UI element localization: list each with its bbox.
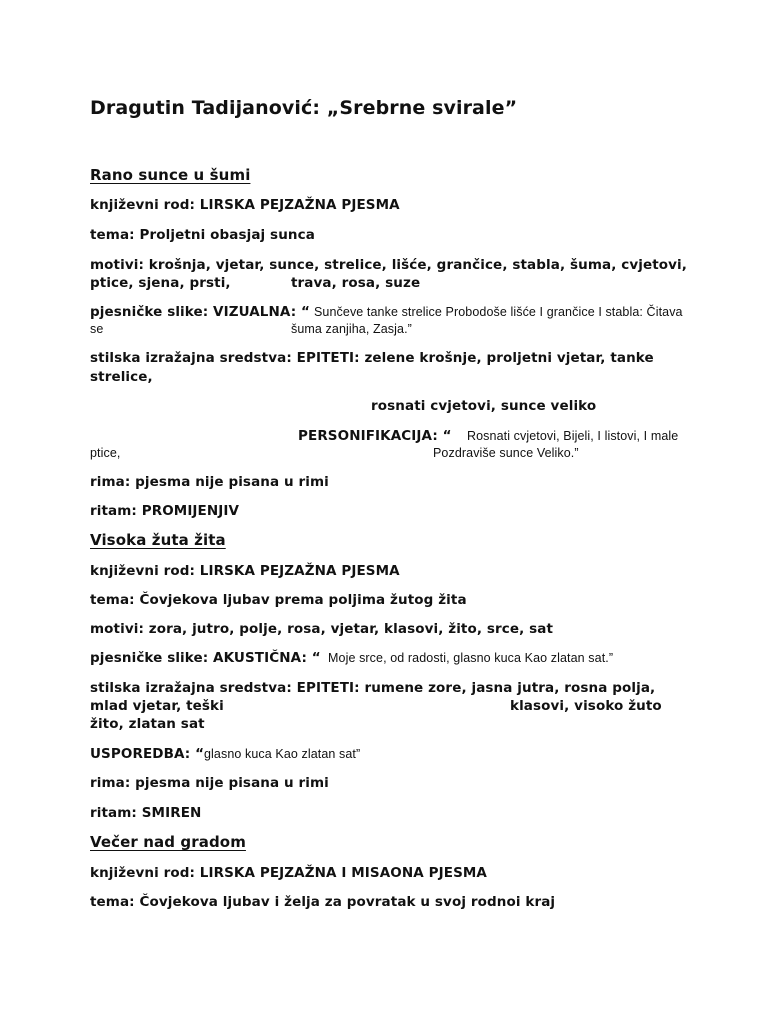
section3-tema: tema: Čovjekova ljubav i želja za povratak u svoj rodnoi kraj bbox=[90, 894, 556, 910]
section2-stilska-line2a: mlad vjetar, teški bbox=[90, 698, 224, 714]
document-title: Dragutin Tadijanović: „Srebrne svirale” bbox=[90, 97, 518, 119]
section1-pjesnicke-slike-se: se bbox=[90, 322, 104, 336]
section1-knjizevni-rod: književni rod: LIRSKA PEJZAŽNA PJESMA bbox=[90, 197, 400, 213]
section1-motivi-line2a: ptice, sjena, prsti, bbox=[90, 275, 231, 291]
section2-rima: rima: pjesma nije pisana u rimi bbox=[90, 775, 329, 791]
section2-ritam: ritam: SMIREN bbox=[90, 805, 202, 821]
section2-stilska-line1: stilska izražajna sredstva: EPITETI: rumene zore, jasna jutra, rosna polja, bbox=[90, 680, 656, 696]
section2-usporedba-quote: glasno kuca Kao zlatan sat” bbox=[204, 747, 361, 761]
section1-personifikacija-label: PERSONIFIKACIJA: “ bbox=[298, 428, 452, 444]
section2-pjesnicke-slike-quote: Moje srce, od radosti, glasno kuca Kao zlatan sat.” bbox=[328, 651, 614, 665]
section1-ritam: ritam: PROMIJENJIV bbox=[90, 503, 240, 519]
section3-knjizevni-rod: književni rod: LIRSKA PEJZAŽNA I MISAONA PJESMA bbox=[90, 865, 487, 881]
section2-motivi: motivi: zora, jutro, polje, rosa, vjetar, klasovi, žito, srce, sat bbox=[90, 621, 554, 637]
section1-pjesnicke-slike-quote-line2: šuma zanjiha, Zasja.” bbox=[291, 322, 412, 336]
section-heading-visoka-zuta-zita: Visoka žuta žita bbox=[90, 531, 226, 549]
section2-stilska-line3: žito, zlatan sat bbox=[90, 716, 205, 732]
section1-pjesnicke-slike-quote-line1: Sunčeve tanke strelice Probodoše lišće I grančice I stabla: Čitava bbox=[314, 305, 683, 319]
section1-stilska-line1: stilska izražajna sredstva: EPITETI: zelene krošnje, proljetni vjetar, tanke bbox=[90, 350, 654, 366]
section-heading-vecer-nad-gradom: Večer nad gradom bbox=[90, 833, 246, 851]
section2-knjizevni-rod: književni rod: LIRSKA PEJZAŽNA PJESMA bbox=[90, 563, 400, 579]
section1-stilska-line2: strelice, bbox=[90, 369, 153, 385]
section2-stilska-line2b: klasovi, visoko žuto bbox=[510, 698, 662, 714]
section1-personifikacija-ptice: ptice, bbox=[90, 446, 121, 460]
section1-personifikacija-quote-line2: Pozdraviše sunce Veliko.” bbox=[433, 446, 579, 460]
section1-personifikacija-quote-line1: Rosnati cvjetovi, Bijeli, I listovi, I male bbox=[467, 429, 679, 443]
section1-stilska-line3: rosnati cvjetovi, sunce veliko bbox=[371, 398, 597, 414]
section1-rima: rima: pjesma nije pisana u rimi bbox=[90, 474, 329, 490]
section-heading-rano-sunce: Rano sunce u šumi bbox=[90, 166, 251, 184]
section1-tema: tema: Proljetni obasjaj sunca bbox=[90, 227, 315, 243]
section1-motivi-line2b: trava, rosa, suze bbox=[291, 275, 421, 291]
section1-pjesnicke-slike-label: pjesničke slike: VIZUALNA: “ bbox=[90, 304, 310, 320]
section2-tema: tema: Čovjekova ljubav prema poljima žutog žita bbox=[90, 592, 467, 608]
section2-pjesnicke-slike-label: pjesničke slike: AKUSTIČNA: “ bbox=[90, 650, 321, 666]
section2-usporedba-label: USPOREDBA: “ bbox=[90, 746, 205, 762]
section1-motivi-line1: motivi: krošnja, vjetar, sunce, strelice, lišće, grančice, stabla, šuma, cvjetovi, bbox=[90, 257, 687, 273]
